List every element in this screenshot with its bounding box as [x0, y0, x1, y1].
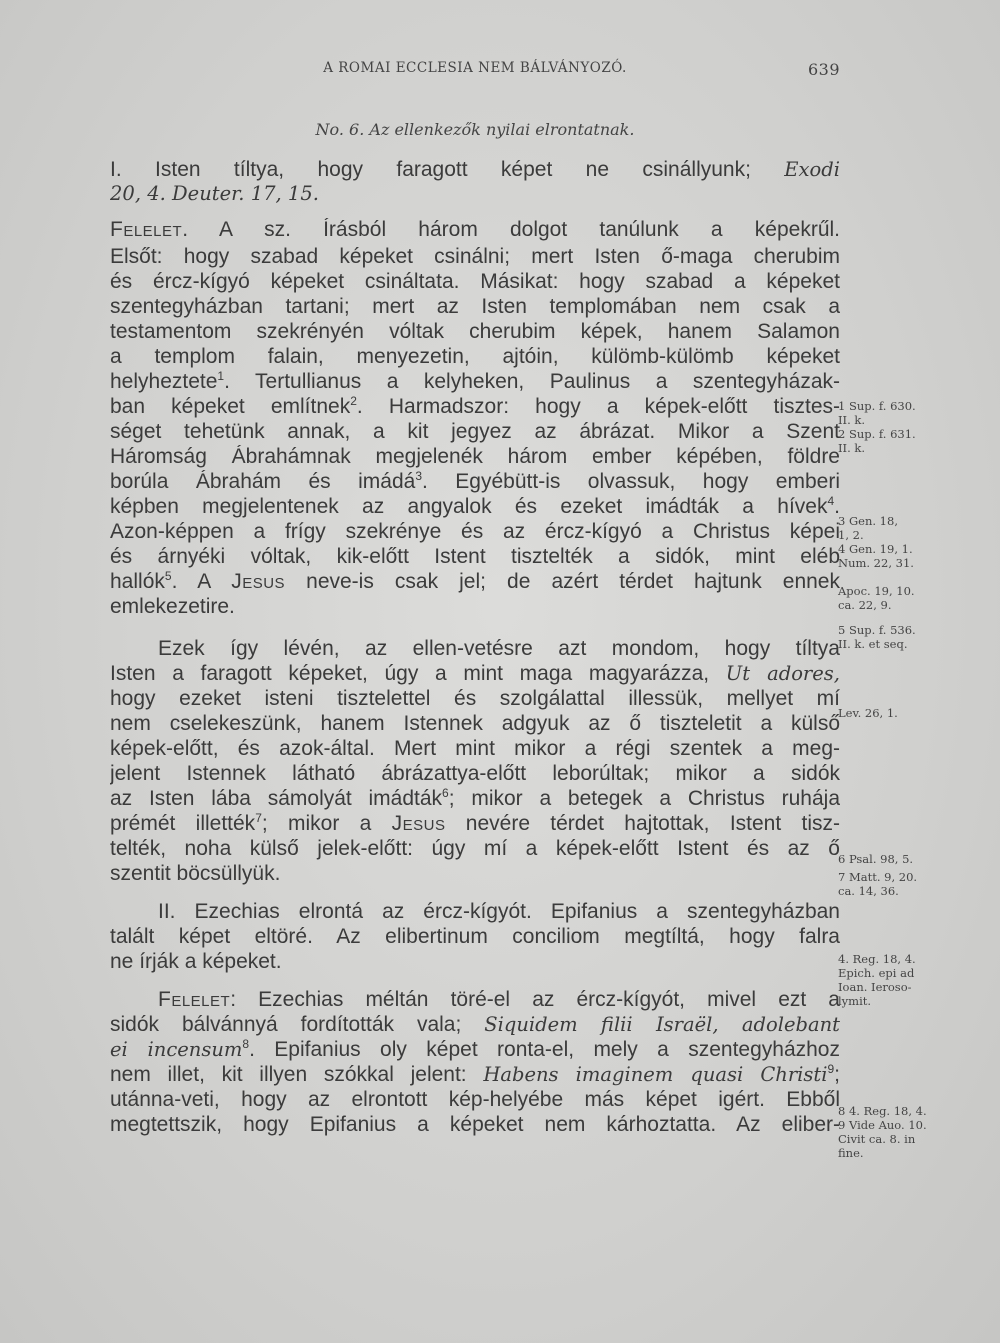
footnote-mark: 1 [217, 370, 225, 383]
text-line [110, 470, 840, 494]
text-line [110, 762, 840, 786]
margin-note: ca. 14, 36. [838, 884, 899, 898]
text-line [110, 570, 840, 594]
text-line [110, 925, 840, 949]
text-line [110, 218, 840, 242]
text-line [110, 662, 840, 686]
text-segment: . Tertullianus a kelyheken, Paulinus a szentegyházak- [224, 370, 840, 393]
footnote-mark: 4 [827, 495, 835, 508]
text-segment: ban képeket említnek [110, 395, 351, 418]
section-subheading: No. 6. Az ellenkezők nyilai elrontatnak. [315, 120, 635, 139]
text-segment: ei incensum [110, 1038, 243, 1061]
text-line [110, 345, 840, 369]
text-line [110, 812, 840, 836]
text-line [110, 270, 840, 294]
text-segment: szentegyházban tartani; mert az Isten templomában nem csak a [110, 295, 840, 318]
text-line [110, 420, 840, 444]
text-segment: talált képet eltöré. Az elibertinum conciliom megtíltá, hogy falra [110, 925, 840, 948]
text-line [110, 495, 840, 519]
text-segment: jelent Istennek látható ábrázattya-előtt leborúltak; mikor a sidók [110, 762, 840, 785]
text-segment: és ércz-kígyó képeket csináltata. Másikat: hogy szabad a képeket [110, 270, 840, 293]
text-line [110, 1088, 840, 1112]
text-segment: . Epifanius oly képet ronta-el, mely a szentegyházhoz [249, 1038, 840, 1061]
text-segment: hallók [110, 570, 165, 593]
text-segment: borúla Ábrahám és imádá [110, 470, 416, 493]
text-line [110, 1038, 840, 1062]
margin-note: II. k. [838, 441, 866, 455]
text-line [110, 787, 840, 811]
text-line [110, 950, 840, 974]
text-line [110, 712, 840, 736]
text-segment: Ezek így lévén, az ellen-vetésre azt mondom, hogy tíltya [158, 637, 840, 660]
text-segment: Siquidem filii Israël, adolebant [484, 1013, 840, 1036]
margin-note: 4 Gen. 19, 1. [838, 542, 913, 556]
text-segment: az Isten lába sámolyát imádták [110, 787, 443, 810]
text-line [110, 595, 840, 619]
text-segment: . Egyébütt-is olvassuk, hogy emberi [422, 470, 840, 493]
margin-note: 1, 2. [838, 528, 864, 542]
text-line [110, 1013, 840, 1037]
text-segment: Elsőt: hogy szabad képeket csinálni; mert Isten ő-maga cherubim [110, 245, 840, 268]
text-segment: Habens imaginem quasi Christi [483, 1063, 828, 1086]
text-line [110, 295, 840, 319]
margin-note: II. k. et seq. [838, 637, 908, 651]
text-line [110, 445, 840, 469]
margin-note: 9 Vide Auo. 10. [838, 1118, 927, 1132]
text-segment: Ut adores, [725, 662, 840, 685]
text-line [110, 158, 840, 182]
text-line [110, 245, 840, 269]
text-line [110, 862, 840, 886]
text-segment: emlekezetire. [110, 595, 235, 618]
text-segment: szentit böcsüllyük. [110, 862, 281, 885]
text-segment: 20, 4. Deuter. 17, 15. [110, 182, 319, 205]
margin-note: Lev. 26, 1. [838, 706, 898, 720]
margin-note: Apoc. 19, 10. [838, 584, 915, 598]
text-segment: helyheztete [110, 370, 218, 393]
text-line [110, 687, 840, 711]
footnote-mark: 3 [415, 470, 423, 483]
page-number: 639 [807, 60, 840, 79]
margin-note: 2 Sup. f. 631. [838, 427, 916, 441]
text-segment: ; [834, 1063, 840, 1086]
text-segment: Jesus [391, 812, 446, 835]
margin-note: lymit. [838, 994, 872, 1008]
text-segment: Felelet [158, 988, 231, 1011]
text-segment: nem cselekeszünk, hanem Istennek adgyuk az ő tiszteletit a külső [110, 712, 840, 735]
footnote-mark: 8 [242, 1038, 250, 1051]
text-line [110, 545, 840, 569]
text-line [110, 637, 840, 661]
margin-note: 8 4. Reg. 18, 4. [838, 1104, 927, 1118]
text-segment: séget tehetünk annak, a kit jegyez az ábrázat. Mikor a Szent [110, 420, 840, 443]
margin-note: Epich. epi ad [838, 966, 915, 980]
text-line [110, 837, 840, 861]
text-segment: sidók bálvánnyá fordították vala; [110, 1013, 485, 1036]
text-line [110, 737, 840, 761]
footnote-mark: 9 [827, 1063, 835, 1076]
text-segment: ne írják a képeket. [110, 950, 282, 973]
footnote-mark: 2 [350, 395, 357, 408]
margin-note: 6 Psal. 98, 5. [838, 852, 914, 866]
text-segment: Háromság Ábrahámnak megjelenék három ember képében, földre [110, 445, 840, 468]
text-segment: . [834, 495, 840, 518]
text-segment: Jesus [231, 570, 286, 593]
margin-note: 7 Matt. 9, 20. [838, 870, 918, 884]
footnote-mark: 6 [442, 787, 449, 800]
text-segment: : Ezechias méltán töré-el az ércz-kígyót, mivel ezt a [230, 988, 840, 1011]
margin-note: ca. 22, 9. [838, 598, 892, 612]
text-segment: prémét illették [110, 812, 256, 835]
margin-note: fine. [838, 1146, 864, 1160]
text-segment: a templom falain, menyezetin, ajtóin, külömb-külömb képeket [110, 345, 840, 368]
text-segment: képek-előtt, és azok-által. Mert mint mikor a régi szentek a meg- [110, 737, 840, 760]
text-segment: neve-is csak jel; de azért térdet hajtunk ennek [285, 570, 840, 593]
text-line [110, 370, 840, 394]
text-line [110, 520, 840, 544]
text-line [110, 900, 840, 924]
text-segment: telték, noha külső jelek-előtt: úgy mí a képek-előtt Istent és az ő [110, 837, 840, 860]
margin-note: 4. Reg. 18, 4. [838, 952, 916, 966]
page-header [110, 60, 840, 84]
text-segment: II. Ezechias elrontá az ércz-kígyót. Epifanius a szentegyházban [158, 900, 840, 923]
text-segment: utánna-veti, hogy az elrontott kép-helyébe más képet igért. Ebből [110, 1088, 840, 1111]
text-line [110, 1063, 840, 1087]
text-segment: hogy ezeket isteni tisztelettel és szolgálattal illessük, mellyet mí [110, 687, 840, 710]
text-segment: ; mikor a betegek a Christus ruhája [448, 787, 840, 810]
text-line [110, 1113, 840, 1137]
text-segment: testamentom szekrényén vóltak cherubim képek, hanem Salamon [110, 320, 840, 343]
running-title: A ROMAI ECCLESIA NEM BÁLVÁNYOZÓ. [323, 60, 627, 76]
text-segment: nem illet, kit illyen szókkal jelent: [110, 1063, 484, 1086]
margin-note: II. k. [838, 413, 866, 427]
text-line [110, 395, 840, 419]
text-segment: megtettszik, hogy Epifanius a képeket nem kárhoztatta. Az eliber- [110, 1113, 840, 1136]
text-line [110, 182, 840, 206]
text-segment: ; mikor a [261, 812, 392, 835]
text-segment: Exodi [784, 158, 840, 181]
margin-note: 5 Sup. f. 536. [838, 623, 916, 637]
text-segment: . Harmadszor: hogy a képek-előtt tisztes- [356, 395, 840, 418]
text-segment: . A sz. Írásból három dolgot tanúlunk a képekrűl. [182, 218, 840, 241]
text-segment: és árnyéki vóltak, kik-előtt Istent tisztelték a sidók, mint eléb [110, 545, 840, 568]
text-segment: I. Isten tíltya, hogy faragott képet ne csinállyunk; [110, 158, 785, 181]
text-line [110, 988, 840, 1012]
text-segment: nevére térdet hajtottak, Istent tisz- [445, 812, 840, 835]
margin-note: 3 Gen. 18, [838, 514, 898, 528]
margin-note: Num. 22, 31. [838, 556, 914, 570]
text-segment: Azon-képpen a frígy szekrénye és az ércz-kígyó a Christus képei [110, 520, 840, 543]
footnote-mark: 7 [255, 812, 262, 825]
margin-note: 1 Sup. f. 630. [838, 399, 916, 413]
footnote-mark: 5 [164, 570, 172, 583]
text-line [110, 320, 840, 344]
text-segment: Isten a faragott képeket, úgy a mint maga magyarázza, [110, 662, 726, 685]
text-segment: Felelet [110, 218, 183, 241]
text-segment: képben megjelentenek az angyalok és ezeket imádták a hívek [110, 495, 828, 518]
margin-note: Ioan. Ieroso- [838, 980, 912, 994]
margin-note: Civit ca. 8. in [838, 1132, 916, 1146]
text-segment: . A [171, 570, 232, 593]
